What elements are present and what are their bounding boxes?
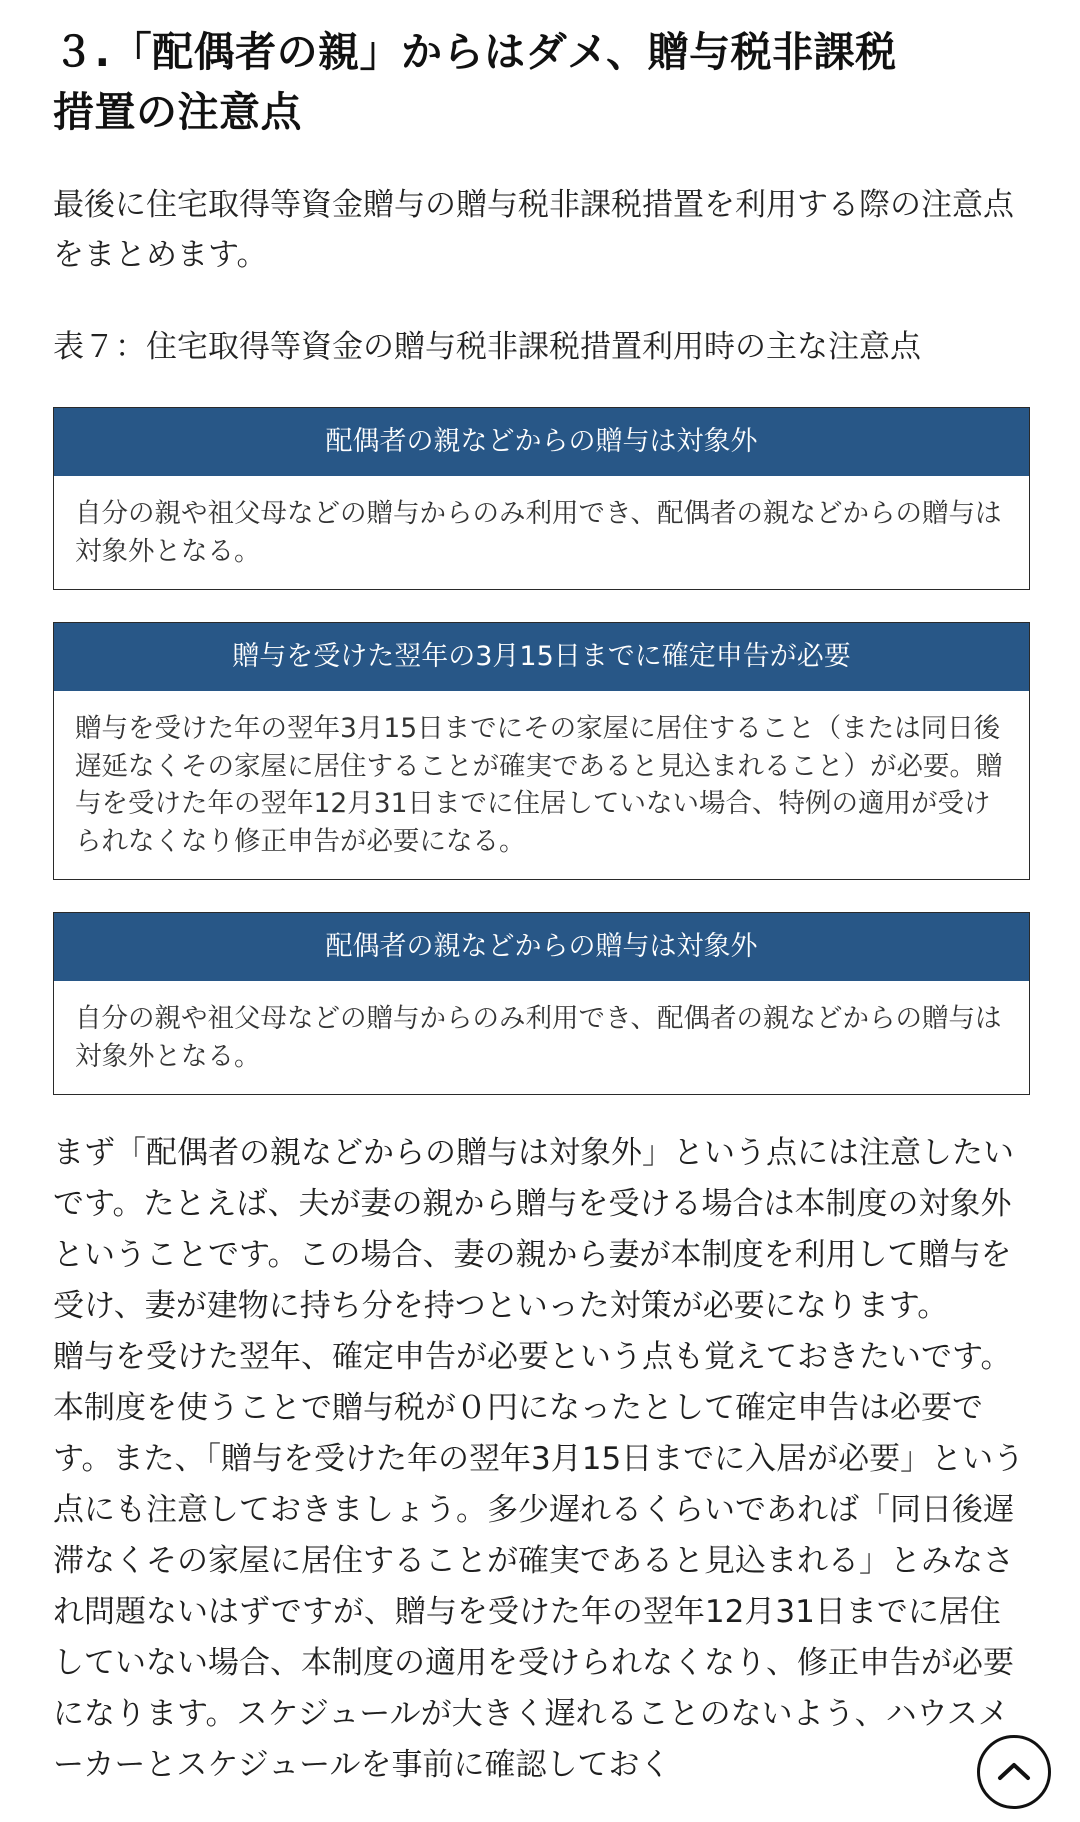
note-box: [53, 912, 1030, 1095]
note-box-body: 自分の親や祖父母などの贈与からのみ利用でき、配偶者の親などからの贈与は対象外となる。: [75, 1003, 1002, 1072]
note-box-title: 配偶者の親などからの贈与は対象外: [54, 913, 1029, 981]
note-box: [53, 407, 1030, 590]
intro-paragraph: 最後に住宅取得等資金贈与の贈与税非課税措置を利用する際の注意点をまとめます。: [53, 187, 1014, 273]
note-box-title: 贈与を受けた翌年の3月15日までに確定申告が必要: [54, 623, 1029, 691]
section-heading-line1: ３.「配偶者の親」からはダメ、贈与税非課税: [53, 28, 897, 76]
note-box-body: 自分の親や祖父母などの贈与からのみ利用でき、配偶者の親などからの贈与は対象外となる。: [75, 498, 1002, 567]
note-box: [53, 622, 1030, 880]
back-to-top-button[interactable]: [977, 1735, 1051, 1809]
section-heading: [53, 22, 1031, 142]
section-heading-line2: 措置の注意点: [53, 88, 302, 136]
chevron-up-icon: [980, 1738, 1048, 1806]
body-paragraph: 贈与を受けた翌年、確定申告が必要という点も覚えておきたいです。本制度を使うことで贈与税が０円になったとして確定申告は必要です。また、「贈与を受けた年の翌年3月15日までに入居が必要」という点にも注意しておきましょう。多少遅れるくらいであれば「同日後遅滞なくその家屋に居住することが確実であると見込まれる」とみなされ問題ないはずですが、贈与を受けた年の翌年12月31日までに居住していない場合、本制度の適用を受けられなくなり、修正申告が必要になります。スケジュールが大きく遅れることのないよう、ハウスメーカーとスケジュールを事前に確認しておく: [53, 1339, 1025, 1783]
body-paragraph: まず「配偶者の親などからの贈与は対象外」という点には注意したいです。たとえば、夫が妻の親から贈与を受ける場合は本制度の対象外ということです。この場合、妻の親から妻が本制度を利用して贈与を受け、妻が建物に持ち分を持つといった対策が必要になります。: [53, 1135, 1014, 1324]
article-content: [53, 0, 1031, 1791]
note-box-body: 贈与を受けた年の翌年3月15日までにその家屋に居住すること（または同日後遅延なくその家屋に居住することが確実であると見込まれること）が必要。贈与を受けた年の翌年12月31日までに住居していない場合、特例の適用が受けられなくなり修正申告が必要になる。: [75, 713, 1003, 857]
note-box-title: 配偶者の親などからの贈与は対象外: [54, 408, 1029, 476]
table-caption: 表７：住宅取得等資金の贈与税非課税措置利用時の主な注意点: [53, 329, 921, 365]
